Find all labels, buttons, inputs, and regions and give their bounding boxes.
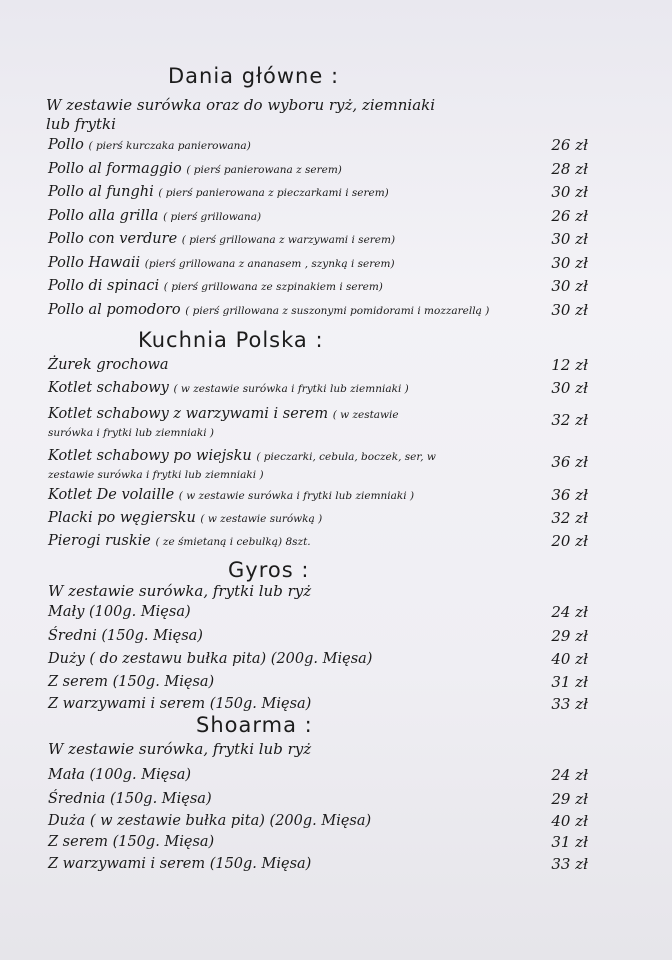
item-price: 26 zł bbox=[551, 207, 588, 225]
item-price: 33 zł bbox=[551, 855, 588, 873]
item-name: Pollo Hawaii bbox=[48, 255, 141, 271]
item-price: 26 zł bbox=[551, 136, 588, 154]
item-name: Średni (150g. Mięsa) bbox=[48, 628, 203, 644]
item-name: Pollo di spinaci bbox=[48, 278, 160, 294]
item-name: Z warzywami i serem (150g. Mięsa) bbox=[48, 856, 312, 872]
item-name: Mała (100g. Mięsa) bbox=[48, 767, 192, 783]
section-note-shoarma: W zestawie surówka, frytki lub ryż bbox=[48, 740, 312, 758]
item-name: Pollo alla grilla bbox=[48, 208, 159, 224]
item-price: 30 zł bbox=[551, 183, 588, 201]
item-name: Pierogi ruskie bbox=[48, 533, 151, 549]
item-price: 36 zł bbox=[551, 486, 588, 504]
item-description: ( w zestawie surówka i frytki lub ziemniaki ) bbox=[48, 409, 399, 439]
item-price: 31 zł bbox=[551, 833, 588, 851]
item-price: 12 zł bbox=[551, 356, 588, 374]
item-name: Placki po węgiersku bbox=[48, 510, 196, 526]
item-price: 29 zł bbox=[551, 790, 588, 808]
item-price: 30 zł bbox=[551, 254, 588, 272]
item-price: 33 zł bbox=[551, 695, 588, 713]
item-name: Pollo con verdure bbox=[48, 231, 178, 247]
item-description: ( pierś grillowana z suszonymi pomidorami i mozzarellą ) bbox=[185, 305, 490, 317]
item-name: Mały (100g. Mięsa) bbox=[48, 604, 191, 620]
item-price: 30 zł bbox=[551, 277, 588, 295]
item-name: Kotlet schabowy bbox=[48, 380, 169, 396]
item-price: 29 zł bbox=[551, 627, 588, 645]
item-description: ( pieczarki, cebula, boczek, ser, w zestawie surówka i frytki lub ziemniaki ) bbox=[48, 451, 436, 481]
item-description: ( pierś grillowana z warzywami i serem) bbox=[181, 234, 396, 246]
item-price: 31 zł bbox=[551, 673, 588, 691]
item-name: Z warzywami i serem (150g. Mięsa) bbox=[48, 696, 312, 712]
item-price: 24 zł bbox=[551, 766, 588, 784]
item-price: 20 zł bbox=[551, 532, 588, 550]
item-price: 24 zł bbox=[551, 603, 588, 621]
item-price: 28 zł bbox=[551, 160, 588, 178]
item-description: ( pierś panierowana z serem) bbox=[186, 164, 342, 176]
item-description: ( pierś grillowana) bbox=[163, 211, 262, 223]
item-name: Pollo al pomodoro bbox=[48, 302, 181, 318]
section-heading-polish: Kuchnia Polska : bbox=[138, 328, 324, 352]
item-description: ( pierś kurczaka panierowana) bbox=[88, 140, 251, 152]
item-price: 40 zł bbox=[551, 650, 588, 668]
item-name: Pollo al funghi bbox=[48, 184, 154, 200]
item-price: 36 zł bbox=[551, 453, 588, 471]
item-description: ( w zestawie surówką ) bbox=[200, 513, 323, 525]
item-description: ( w zestawie surówka i frytki lub ziemniaki ) bbox=[178, 490, 415, 502]
item-description: ( pierś grillowana ze szpinakiem i serem) bbox=[163, 281, 383, 293]
section-heading-main: Dania główne : bbox=[168, 64, 340, 88]
section-heading-shoarma: Shoarma : bbox=[196, 713, 313, 737]
item-name: Z serem (150g. Mięsa) bbox=[48, 674, 215, 690]
item-description: ( w zestawie surówka i frytki lub ziemniaki ) bbox=[173, 383, 409, 395]
item-name: Pollo bbox=[48, 137, 84, 153]
section-note-gyros: W zestawie surówka, frytki lub ryż bbox=[48, 582, 312, 600]
item-name: Kotlet De volaille bbox=[48, 487, 175, 503]
section-note-main: W zestawie surówka oraz do wyboru ryż, ziemniaki lub frytki bbox=[46, 96, 436, 133]
item-price: 40 zł bbox=[551, 812, 588, 830]
item-name: Duży ( do zestawu bułka pita) (200g. Mięsa) bbox=[48, 651, 373, 667]
item-description: ( pierś panierowana z pieczarkami i serem) bbox=[158, 187, 389, 199]
item-description: (pierś grillowana z ananasem , szynką i serem) bbox=[144, 258, 395, 270]
item-price: 30 zł bbox=[551, 301, 588, 319]
item-price: 32 zł bbox=[551, 509, 588, 527]
item-name: Żurek grochowa bbox=[48, 357, 169, 373]
item-name: Kotlet schabowy z warzywami i serem bbox=[48, 406, 329, 422]
item-price: 30 zł bbox=[551, 230, 588, 248]
item-name: Z serem (150g. Mięsa) bbox=[48, 834, 215, 850]
item-name: Średnia (150g. Mięsa) bbox=[48, 791, 212, 807]
item-price: 32 zł bbox=[551, 411, 588, 429]
item-description: ( ze śmietaną i cebulką) 8szt. bbox=[155, 536, 311, 548]
item-name: Kotlet schabowy po wiejsku bbox=[48, 448, 252, 464]
item-name: Pollo al formaggio bbox=[48, 161, 182, 177]
section-heading-gyros: Gyros : bbox=[228, 558, 310, 582]
item-price: 30 zł bbox=[551, 379, 588, 397]
item-name: Duża ( w zestawie bułka pita) (200g. Mięsa) bbox=[48, 813, 372, 829]
